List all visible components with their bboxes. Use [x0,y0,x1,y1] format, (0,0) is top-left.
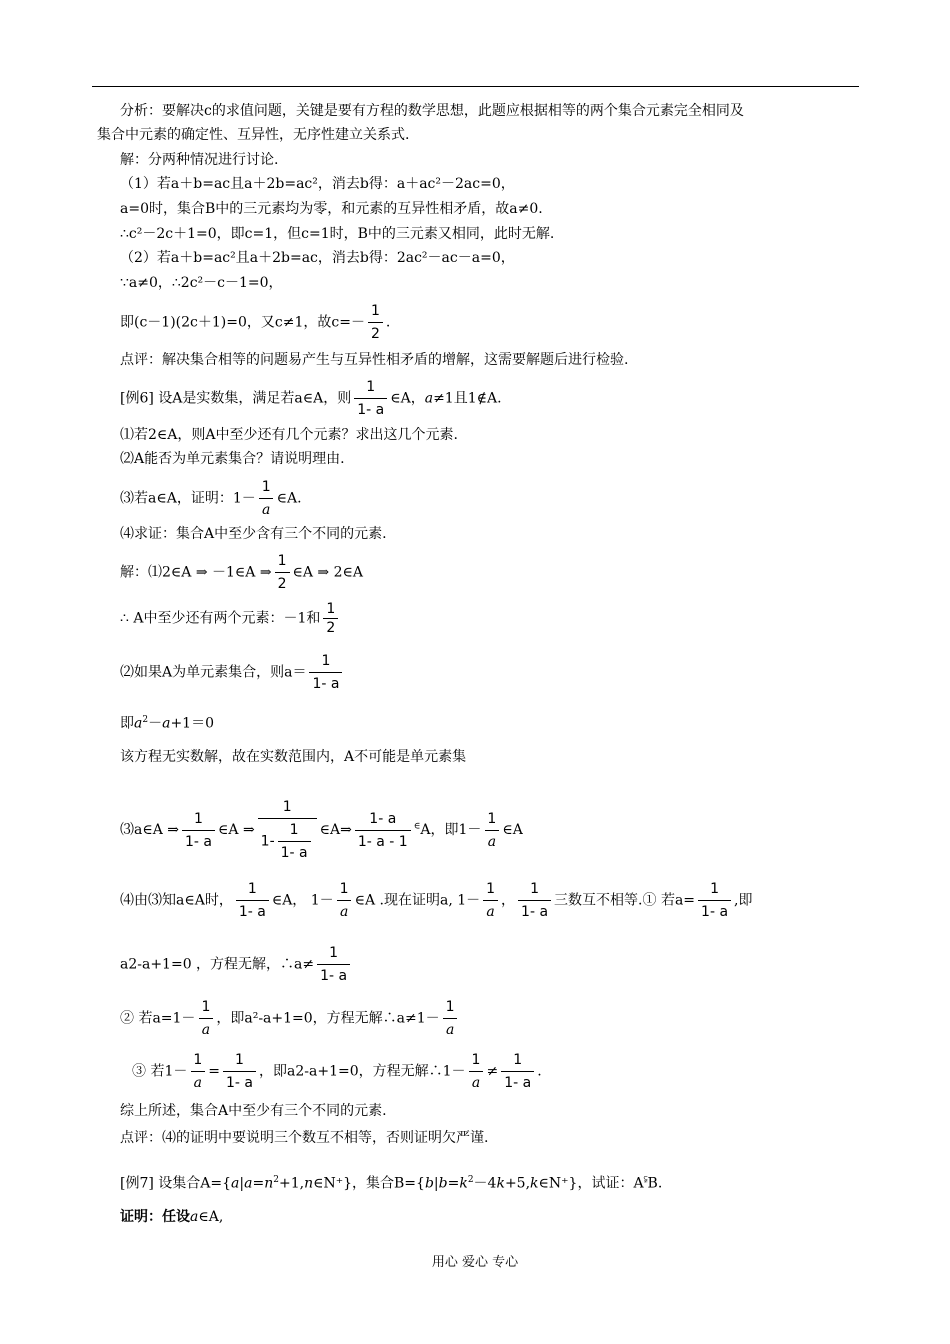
header-rule [92,86,859,87]
fraction-1-over-a: $\frac{1}{a}$ [259,476,274,521]
proper-subset-symbol: ⫋ [643,1175,648,1185]
example6-statement: [例6] 设A是实数集，满足若a∈A，则 $\frac{1}{1- a}$ ∈A，a≠1且1∉A. [120,376,502,421]
solution-line-3: a=0时，集合B中的三元素均为零，和元素的互异性相矛盾，故a≠0. [120,201,543,217]
example6-solution-6: ⑶a∈A ⇒ $\frac{1}{1- a}$ ∈A ⇒ 1 1- $\frac{1}{1- a}$ ∈A⇒ $\frac{1- a}{1- a - 1}$ ∈A，即1－ $\frac{1}{a}$ ∈A [120,796,523,864]
example7-proof-start: 证明：任设a∈A, [120,1209,224,1225]
page-footer: 用心 爱心 专心 [431,1255,519,1270]
nested-fraction: 1 1- $\frac{1}{1- a}$ [258,796,317,864]
example7-statement: [例7] 设集合$A=\{a|a=n^2+1,n\in N^+\}$，集合$B=\{b|b=k^2-4k+5,k\in N^+\}$，试证：A⫋B. [120,1175,663,1192]
fraction-1-over-1-minus-a: $\frac{1}{1- a}$ [182,808,215,853]
solution-line-5: （2）若a＋b=ac²且a＋2b=ac，消去b得：2ac²－ac－a=0， [120,250,515,266]
solution-line-2: （1）若a＋b=ac且a＋2b=ac²，消去b得：a＋ac²－2ac=0， [120,176,515,192]
fraction-1-over-a: $\frac{1}{a}$ [484,808,499,853]
analysis-line-2: 集合中元素的确定性、互异性，无序性建立关系式. [97,127,410,143]
example6-q1: ⑴若2∈A，则A中至少还有几个元素？求出这几个元素. [120,427,458,443]
example6-solution-3: ⑵如果A为单元素集合，则a＝ $\frac{1}{1- a}$ [120,650,345,695]
comment-line-1: 点评：解决集合相等的问题易产生与互异性相矛盾的增解，这需要解题后进行检验. [120,352,629,368]
example6-solution-1: 解：⑴2∈A ⇒ －1∈A ⇒ $\frac{1}{2}$ ∈A ⇒ 2∈A [120,550,363,595]
solution-line-7: 即(c－1)(2c＋1)=0，又c≠1，故c=－ $\frac{1}{2}$ . [120,300,390,345]
example6-q3: ⑶若a∈A，证明：1－ $\frac{1}{a}$ ∈A. [120,476,302,521]
example6-solution-10: ③ 若1－ $\frac{1}{a}$ = $\frac{1}{1- a}$ ，即a2-a+1=0，方程无解∴1－ $\frac{1}{a}$ ≠ $\frac{1}{1- a}$ . [132,1049,542,1094]
solution-line-1: 解：分两种情况进行讨论. [120,152,279,168]
solution-line-6: ∵a≠0，∴2c²－c－1=0， [120,275,283,291]
solution-line-4: ∴c²－2c＋1=0，即c=1，但c=1时，B中的三元素又相同，此时无解. [120,226,555,242]
example6-solution-5: 该方程无实数解，故在实数范围内，A不可能是单元素集 [120,749,467,765]
example6-solution-2: ∴ A中至少还有两个元素：－1和 $\frac{1}{2}$ [120,600,341,637]
example6-solution-9: ② 若a=1－ $\frac{1}{a}$ ，即a²-a+1=0，方程无解∴a≠1－ $\frac{1}{a}$ [120,996,461,1041]
example6-solution-7: ⑷由⑶知a∈A时， $\frac{1}{1- a}$ ∈A， 1－ $\frac{1}{a}$ ∈A .现在证明a, 1－ $\frac{1}{a}$ ， $\frac{1}{1- a}$ 三数互不相等.① 若a= $\frac{1}{1- a}$ ,即 [120,878,752,923]
fraction-half: $\frac{1}{2}$ [323,600,338,637]
example6-q4: ⑷求证：集合A中至少含有三个不同的元素. [120,526,387,542]
analysis-line-1: 分析：要解决c的求值问题，关键是要有方程的数学思想，此题应根据相等的两个集合元素完全相同及 [120,103,744,119]
fraction-1-over-1-minus-a: $\frac{1}{1- a}$ [309,650,342,695]
example6-solution-4: 即$a^2-a+1=0$ [120,715,214,732]
fraction-1-minus-a-over: $\frac{1- a}{1- a - 1}$ [355,808,411,853]
fraction-half: $\frac{1}{2}$ [368,300,383,345]
example6-conclusion: 综上所述，集合A中至少有三个不同的元素. [120,1103,387,1119]
fraction-half: $\frac{1}{2}$ [275,550,290,595]
example6-solution-8: a2-a+1=0 ，方程无解，∴a≠ $\frac{1}{1- a}$ [120,942,353,987]
example6-q2: ⑵A能否为单元素集合？请说明理由. [120,451,345,467]
comment-line-2: 点评：⑷的证明中要说明三个数互不相等，否则证明欠严谨. [120,1130,489,1146]
fraction-1-over-1-minus-a: $\frac{1}{1- a}$ [354,376,387,421]
